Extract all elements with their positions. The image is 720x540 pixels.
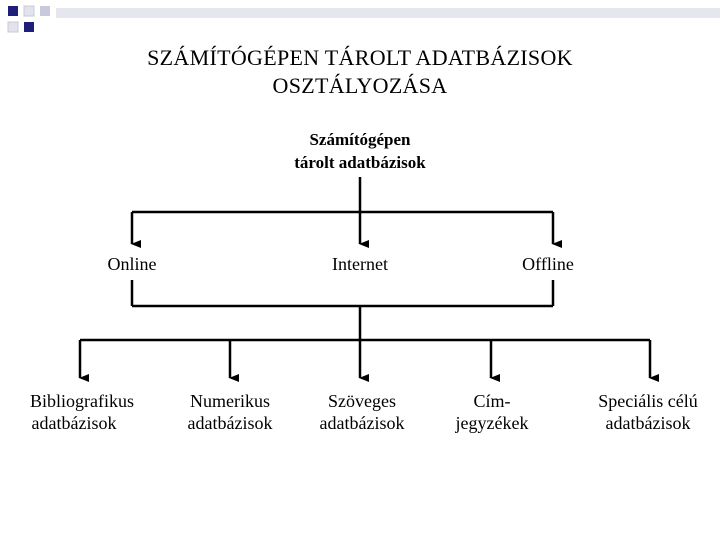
leaf-bibliografikus-line-1: Bibliografikus [30,391,134,411]
root-line-2: tárolt adatbázisok [294,153,426,172]
node-online [82,253,182,275]
leaf-szoveges [302,390,422,434]
leaf-cimjegyzekek [434,390,550,434]
leaf-bibliografikus [14,390,150,434]
node-offline [498,253,598,275]
node-internet [300,253,420,275]
leaf-szoveges-line-2: adatbázisok [319,413,405,433]
leaf-cimjegyzekek-line-1: Cím- [473,391,511,411]
node-internet-label: Internet [332,254,388,274]
leaf-cimjegyzekek-line-2: jegyzékek [455,413,529,433]
leaf-numerikus [172,390,288,434]
leaf-szoveges-line-1: Szöveges [328,391,396,411]
node-offline-label: Offline [522,254,574,274]
leaf-numerikus-line-2: adatbázisok [187,413,273,433]
leaf-numerikus-line-1: Numerikus [190,391,270,411]
root-line-1: Számítógépen [309,130,411,149]
node-online-label: Online [107,254,157,274]
title-line-1: SZÁMÍTÓGÉPEN TÁROLT ADATBÁZISOK [147,45,573,70]
leaf-bibliografikus-line-2: adatbázisok [31,413,117,433]
leaf-specialis [580,390,716,434]
title-line-2: OSZTÁLYOZÁSA [272,73,448,98]
leaf-specialis-line-2: adatbázisok [605,413,691,433]
leaf-specialis-line-1: Speciális célú [598,391,698,411]
